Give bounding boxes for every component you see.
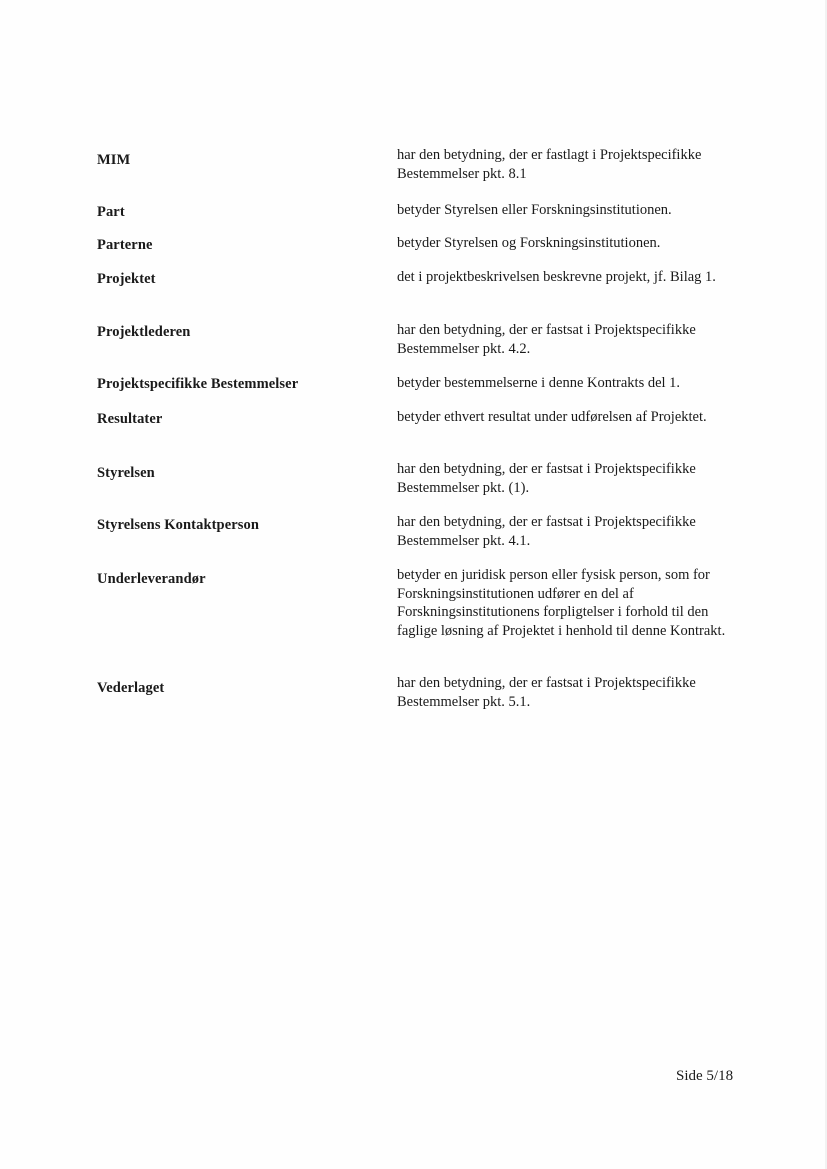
definition-term: Parterne [97,237,153,253]
definition-text: det i projektbeskrivelsen beskrevne projekt, jf. Bilag 1. [397,269,716,285]
definition-term: Resultater [97,411,163,427]
definition-term: Projektlederen [97,324,191,340]
definition-term: Vederlaget [97,680,165,696]
definition-term: Styrelsens Kontaktperson [97,517,260,533]
definition-text: har den betydning, der er fastsat i Projektspecifikke Bestemmelser pkt. 4.1. [397,514,696,549]
definition-text: har den betydning, der er fastlagt i Projektspecifikke Bestemmelser pkt. 8.1 [397,147,702,182]
definition-term: Part [97,204,125,220]
definition-text: betyder en juridisk person eller fysisk person, som for Forskningsinstitutionen udfører en del af Forskningsinstitutionens forpligtelser i forhold til den faglige løsning af Projektet i henhold til denne Kontrakt. [397,567,726,639]
definition-text: har den betydning, der er fastsat i Projektspecifikke Bestemmelser pkt. 5.1. [397,675,696,710]
definition-term: MIM [97,152,131,168]
definition-text: har den betydning, der er fastsat i Projektspecifikke Bestemmelser pkt. (1). [397,461,696,496]
definition-text: betyder Styrelsen eller Forskningsinstitutionen. [397,202,672,218]
definition-term: Underleverandør [97,571,206,587]
definition-text: betyder Styrelsen og Forskningsinstitutionen. [397,235,661,251]
definition-term: Projektspecifikke Bestemmelser [97,376,299,392]
page-number: Side 5/18 [676,1068,734,1084]
definition-term: Styrelsen [97,465,155,481]
definition-text: betyder bestemmelserne i denne Kontrakts del 1. [397,375,681,391]
definition-text: betyder ethvert resultat under udførelsen af Projektet. [397,409,707,425]
definition-term: Projektet [97,271,156,287]
definition-text: har den betydning, der er fastsat i Projektspecifikke Bestemmelser pkt. 4.2. [397,322,696,357]
